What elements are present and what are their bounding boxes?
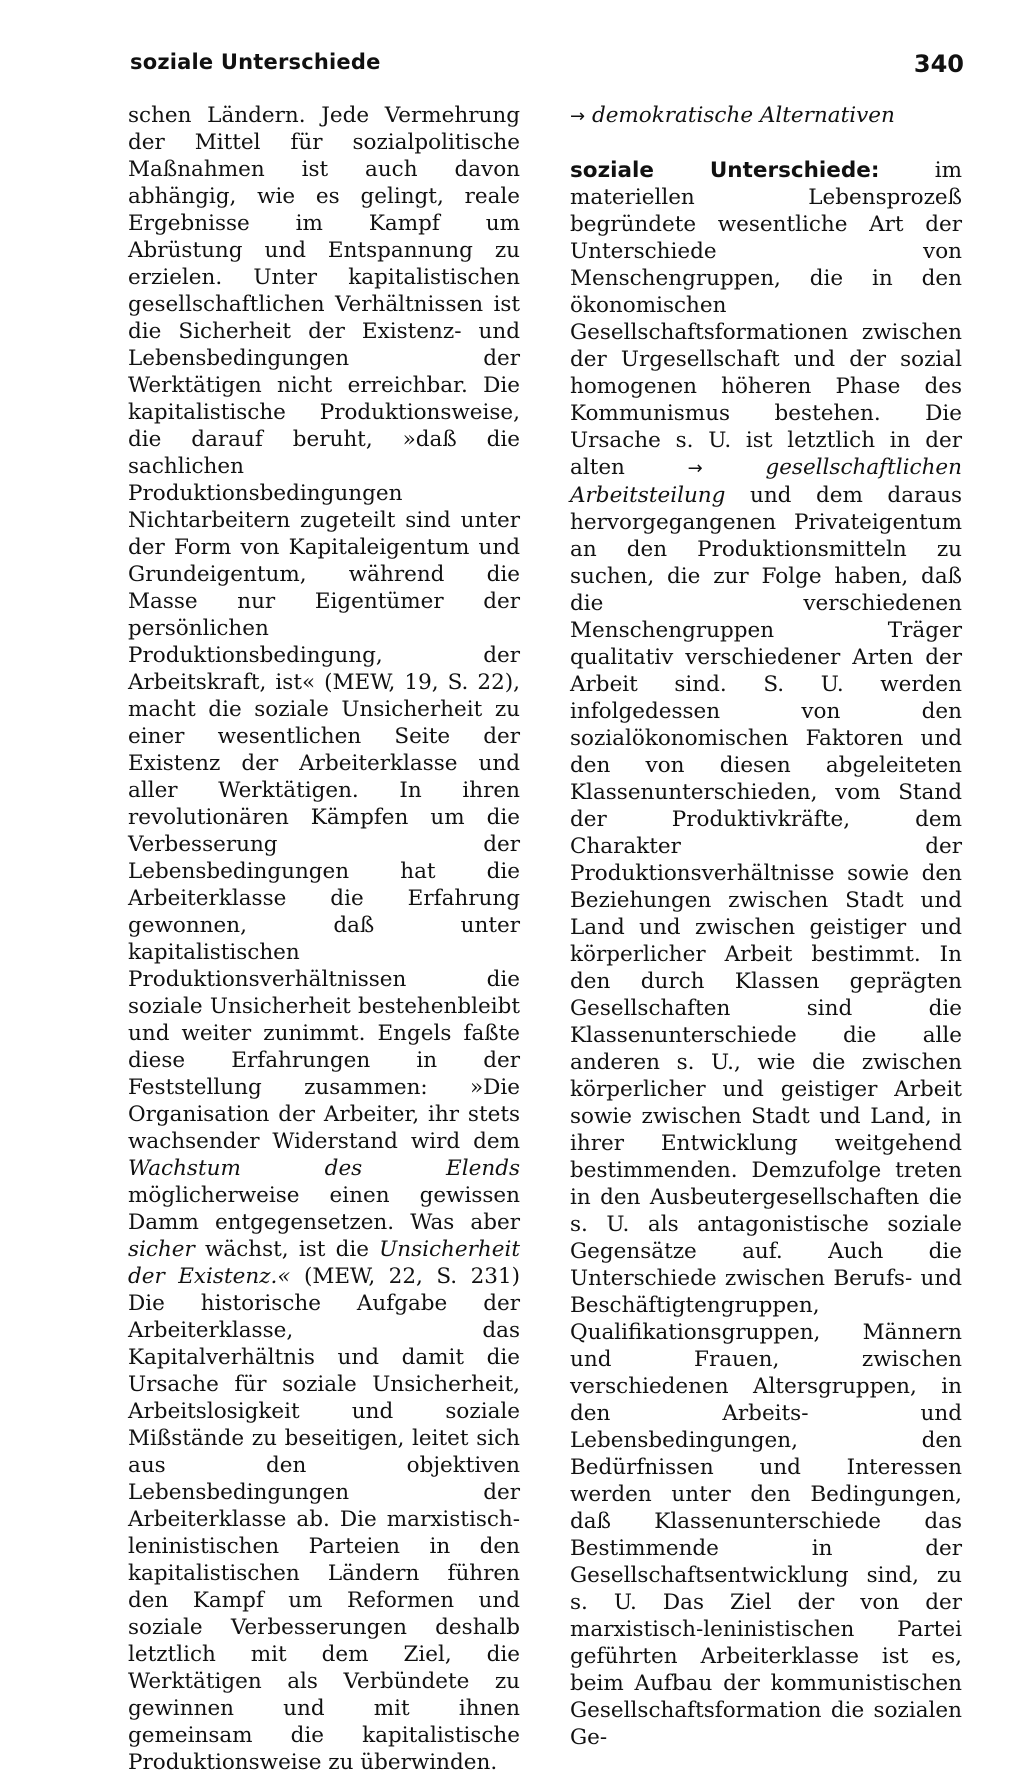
body-text: (MEW, 22, S. 231) Die historische Aufgabe der Arbeiterklasse, das Kapitalverhältnis und damit die Ursache für soziale Unsicherheit, Arbeitslosigkeit und soziale Mißstände zu beseitigen, leitet sich aus den objektiven Lebensbedingungen der Arbeiterklasse ab. Die marxistisch-leninistischen Parteien in den kapitalistischen Ländern führen den Kampf um Reformen und soziale Verbesserungen deshalb letztlich mit dem Ziel, die Werktätigen als Verbündete zu gewinnen und mit ihnen gemeinsam die kapitalistische Produktionsweise zu überwinden. [128, 1264, 521, 1775]
crossref-line [570, 102, 962, 130]
crossref-link[interactable]: demokratische Alternativen [591, 103, 895, 128]
body-text: schen Ländern. Jede Vermehrung der Mittel für sozialpolitische Maßnahmen ist auch davon abhängig, wie es gelingt, reale Ergebnisse im Kampf um Abrüstung und Entspannung zu erzielen. Unter kapitalistischen gesellschaftlichen Verhältnissen ist die Sicherheit der Existenz- und Lebensbedingungen der Werktätigen nicht erreichbar. Die kapitalistische Produktionsweise, die darauf beruht, »daß die sachlichen Produktionsbedingungen Nichtarbeitern zugeteilt sind unter der Form von Kapitaleigentum und Grundeigentum, während die Masse nur Eigentümer der persönlichen Produktionsbedingung, der Arbeitskraft, ist« (MEW, 19, S. 22), macht die soziale Unsicherheit zu einer wesentlichen Seite der Existenz der Arbeiterklasse und aller Werktätigen. In ihren revolutionären Kämpfen um die Verbesserung der Lebensbedingungen hat die Arbeiterklasse die Erfahrung gewonnen, daß unter kapitalistischen Produktionsverhältnissen die soziale Unsicherheit bestehenbleibt und weiter zunimmt. Engels faßte diese Erfahrungen in der Feststellung zusammen: »Die Organisation der Arbeiter, ihr stets wachsender Widerstand wird dem [128, 103, 520, 1154]
italic-phrase: sicher [128, 1237, 195, 1262]
page-header [130, 50, 964, 84]
running-head: soziale Unterschiede [130, 50, 381, 74]
body-text: wächst, ist die [205, 1237, 369, 1262]
entry-text: im materiellen Lebensprozeß begründete wesentliche Art der Unterschiede von Menschengruppen, die in den ökonomischen Gesellschaftsformationen zwischen der Urgesellschaft und der sozial homogenen höheren Phase des Kommunismus bestehen. Die Ursache s. U. ist letztlich in der alten [570, 158, 962, 480]
italic-phrase: Unsicherheit der Existenz.« [128, 1237, 520, 1289]
body-text: möglicherweise einen gewissen Damm entgegensetzen. Was aber [128, 1183, 520, 1235]
left-column [128, 102, 520, 1776]
crossref-arrow-icon: → [570, 106, 586, 127]
right-column [570, 102, 962, 1751]
entry-text: und dem daraus hervorgegangenen Privateigentum an den Produktionsmitteln zu suchen, die zur Folge haben, daß die verschiedenen Menschengruppen Träger qualitativ verschiedener Arten der Arbeit sind. S. U. werden infolgedessen von den sozialökonomischen Faktoren und den von diesen abgeleiteten Klassenunterschieden, vom Stand der Produktivkräfte, dem Charakter der Produktionsverhältnisse sowie den Beziehungen zwischen Stadt und Land und zwischen geistiger und körperlicher Arbeit bestimmt. In den durch Klassen geprägten Gesellschaften sind die Klassenunterschiede die alle anderen s. U., wie die zwischen körperlicher und geistiger Arbeit sowie zwischen Stadt und Land, in ihrer Entwicklung weitgehend bestimmenden. Demzufolge treten in den Ausbeutergesellschaften die s. U. als antagonistische soziale Gegensätze auf. Auch die Unterschiede zwischen Berufs- und Beschäftigtengruppen, Qualifikationsgruppen, Männern und Frauen, zwischen verschiedenen Altersgruppen, in den Arbeits- und Lebensbedingungen, den Bedürfnissen und Interessen werden unter den Bedingungen, daß Klassenunterschiede das Bestimmende in der Gesellschaftsentwicklung sind, zu s. U. Das Ziel der von der marxistisch-leninistischen Partei geführten Arbeiterklasse ist es, beim Aufbau der kommunistischen Gesellschaftsformation die sozialen Ge- [570, 483, 962, 1750]
crossref-link[interactable]: gesellschaftlichen Arbeitsteilung [570, 455, 962, 508]
left-paragraph [128, 102, 520, 1776]
entry-headword: soziale Unterschiede: [570, 158, 880, 183]
crossref-arrow-icon: → [687, 458, 703, 479]
dictionary-entry [570, 157, 962, 1751]
page-number: 340 [913, 50, 964, 78]
italic-phrase: Wachstum des Elends [128, 1156, 520, 1181]
